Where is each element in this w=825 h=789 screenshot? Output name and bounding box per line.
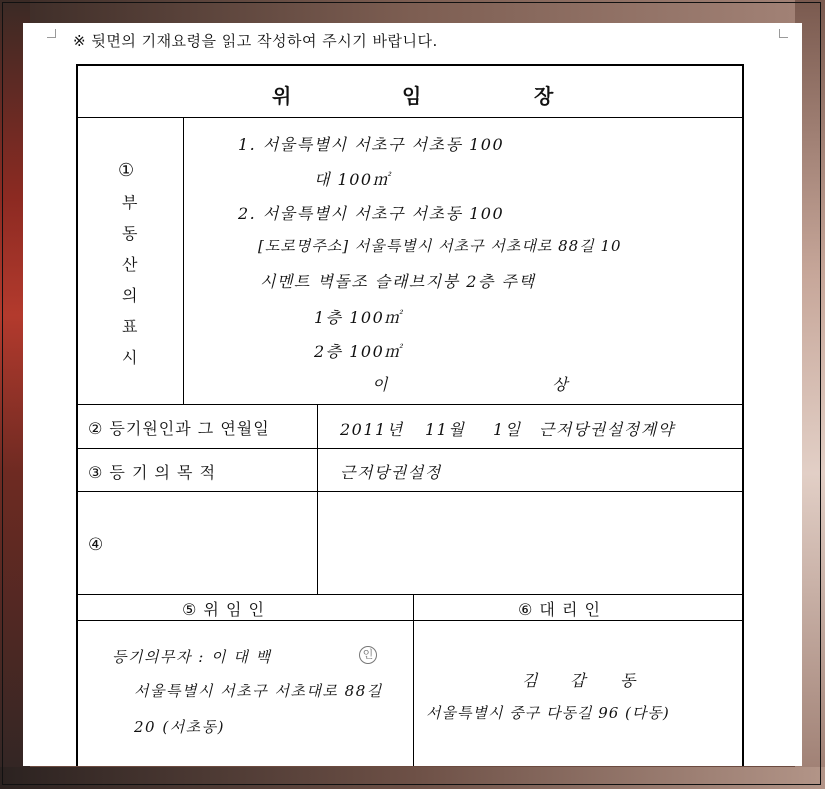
section2-day: 1일: [493, 420, 522, 439]
delegator-line-3: 20 (서초동): [134, 718, 226, 736]
col-line-sections5-6: [413, 594, 414, 766]
property-line-4: [도로명주소] 서울특별시 서초구 서초대로 88길 10: [258, 237, 622, 255]
section1-number: ①: [118, 160, 136, 181]
section3-value: 근저당권설정: [340, 463, 442, 482]
power-of-attorney-form: [76, 64, 744, 766]
property-line-3: 2. 서울특별시 서초구 서초동 100: [238, 204, 505, 223]
agent-name-char-1: 김: [522, 671, 539, 690]
delegator-line-2: 서울특별시 서초구 서초대로 88길: [134, 682, 383, 700]
section2-cause: 근저당권설정계약: [539, 420, 675, 439]
background-photo-top: [0, 0, 825, 24]
property-line-6: 1층 100㎡: [314, 308, 402, 327]
background-photo-bottom: [0, 767, 825, 789]
row-line-section2: [78, 448, 742, 449]
property-closing-char-2: 상: [552, 375, 569, 394]
section3-label: ③ 등 기 의 목 적: [88, 463, 217, 482]
agent-address: 서울특별시 중구 다동길 96 (다동): [426, 704, 670, 722]
title-char-1: 위: [272, 84, 292, 108]
col-line-section1: [183, 117, 184, 404]
property-line-1: 1. 서울특별시 서초구 서초동 100: [238, 135, 505, 154]
property-line-2: 대 100㎡: [314, 170, 391, 189]
row-line-section1: [78, 404, 742, 405]
col-line-sections2-4: [317, 404, 318, 594]
document-page: [23, 23, 802, 766]
agent-name-char-3: 동: [620, 671, 637, 690]
section2-label: ② 등기원인과 그 연월일: [88, 419, 270, 438]
section1-label-char-5: 표: [122, 317, 139, 336]
property-closing-char-1: 이: [372, 375, 389, 394]
delegator-line-1: 등기의무자 : 이 대 백: [112, 648, 272, 666]
section4-label: ④: [88, 535, 105, 555]
section1-label-char-6: 시: [122, 348, 139, 367]
section6-header: ⑥ 대 리 인: [518, 600, 601, 619]
crop-mark-left: [47, 29, 56, 38]
section1-label-char-3: 산: [122, 255, 139, 274]
crop-mark-right: [779, 29, 788, 38]
title-char-3: 장: [534, 84, 554, 108]
section1-label-char-1: 부: [122, 193, 139, 212]
row-line-section4: [78, 594, 742, 595]
section5-header: ⑤ 위 임 인: [182, 600, 265, 619]
seal-mark: 인: [359, 646, 377, 664]
property-line-7: 2층 100㎡: [314, 342, 402, 361]
row-line-headers: [78, 620, 742, 621]
section2-year: 2011년: [340, 420, 404, 439]
agent-name-char-2: 갑: [570, 671, 587, 690]
notice-text: ※ 뒷면의 기재요령을 읽고 작성하여 주시기 바랍니다.: [73, 32, 438, 50]
section1-label-char-4: 의: [122, 286, 139, 305]
property-line-5: 시멘트 벽돌조 슬래브지붕 2층 주택: [260, 272, 536, 291]
section2-month: 11월: [425, 420, 466, 439]
title-char-2: 임: [402, 84, 422, 108]
row-line-section3: [78, 491, 742, 492]
row-line-title: [78, 117, 742, 118]
section1-label-char-2: 동: [122, 224, 139, 243]
